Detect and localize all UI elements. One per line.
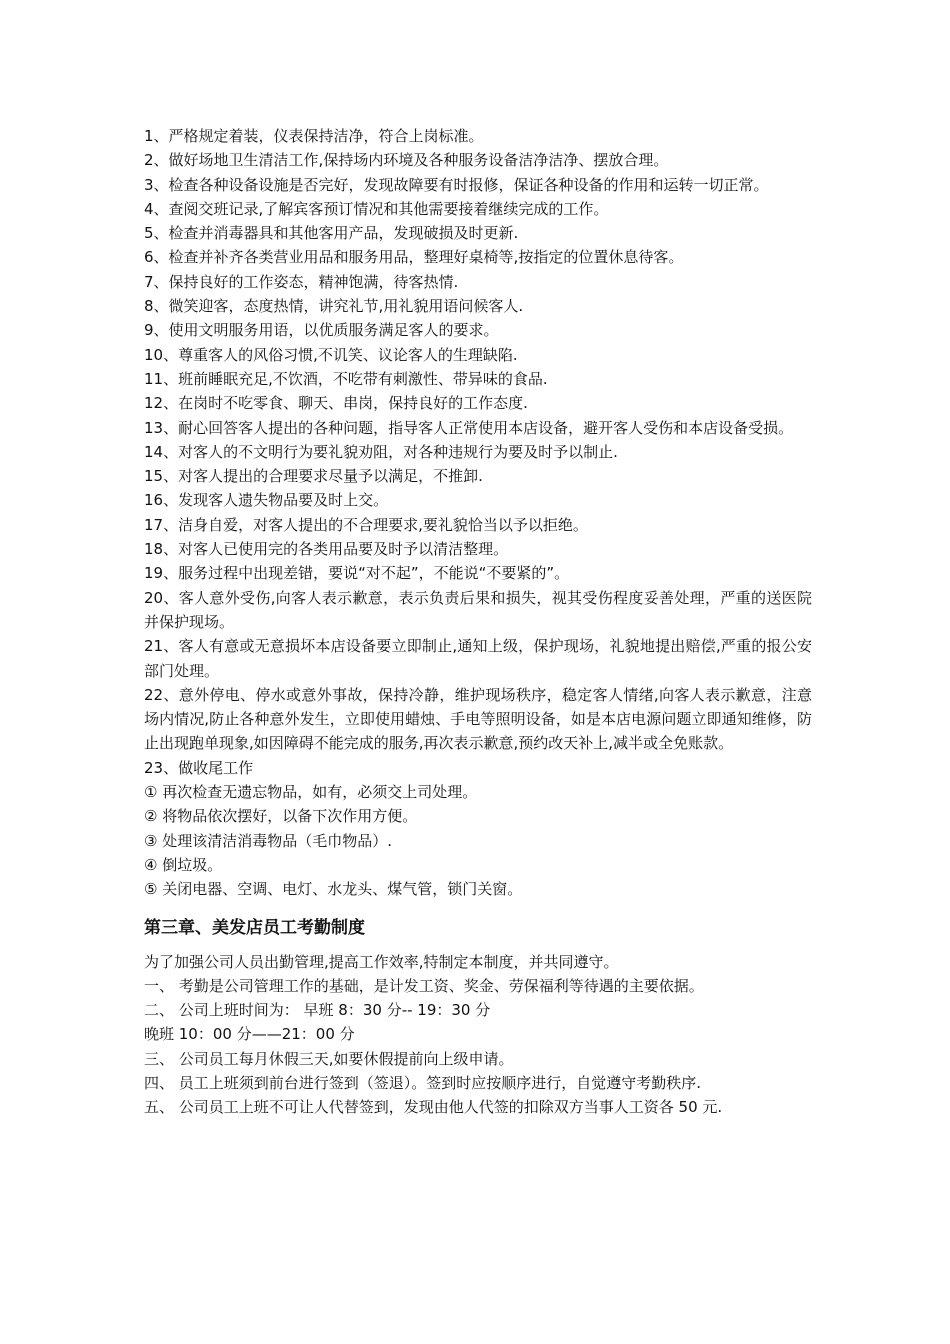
rule-18: 18、对客人已使用完的各类用品要及时予以清洁整理。 (144, 540, 509, 559)
chapter-heading: 第三章、美发店员工考勤制度 (144, 917, 365, 938)
rule-14: 14、对客人的不文明行为要礼貌劝阻，对各种违规行为要及时予以制止. (144, 442, 618, 461)
rule-21: 21、客人有意或无意损坏本店设备要立即制止,通知上级，保护现场，礼貌地提出赔偿,严重的报公安部门处理。 (144, 637, 812, 680)
rule-3: 3、检查各种设备设施是否完好，发现故障要有时报修，保证各种设备的作用和运转一切正常。 (144, 175, 769, 194)
rule-2: 2、做好场地卫生清洁工作,保持场内环境及各种服务设备洁净洁净、摆放合理。 (144, 151, 669, 170)
attendance-rule-5: 五、 公司员工上班不可让人代替签到，发现由他人代签的扣除双方当事人工资各 50 元. (144, 1098, 723, 1117)
closing-step-1: ① 再次检查无遗忘物品，如有，必须交上司处理。 (144, 783, 478, 802)
rule-13: 13、耐心回答客人提出的各种问题，指导客人正常使用本店设备，避开客人受伤和本店设备受损。 (144, 418, 794, 437)
closing-step-5: ⑤ 关闭电器、空调、电灯、水龙头、煤气管，锁门关窗。 (144, 880, 523, 899)
rule-12: 12、在岗时不吃零食、聊天、串岗，保持良好的工作态度. (144, 394, 528, 413)
attendance-rule-4: 四、 员工上班须到前台进行签到（签退）。签到时应按顺序进行，自觉遵守考勤秩序. (144, 1073, 702, 1092)
rule-5: 5、检查并消毒器具和其他客用产品，发现破损及时更新. (144, 224, 519, 243)
rule-4: 4、查阅交班记录,了解宾客预订情况和其他需要接着继续完成的工作。 (144, 199, 609, 218)
closing-step-4: ④ 倒垃圾。 (144, 855, 223, 874)
rule-6: 6、检查并补齐各类营业用品和服务用品，整理好桌椅等,按指定的位置休息待客。 (144, 248, 684, 267)
document-page (144, 124, 812, 1120)
rule-20: 20、客人意外受伤,向客人表示歉意，表示负责后果和损失，视其受伤程度妥善处理，严重的送医院并保护现场。 (144, 588, 812, 631)
rule-9: 9、使用文明服务用语，以优质服务满足客人的要求。 (144, 321, 499, 340)
closing-step-2: ② 将物品依次摆好，以备下次作用方便。 (144, 807, 418, 826)
rule-22: 22、意外停电、停水或意外事故，保持冷静，维护现场秩序，稳定客人情绪,向客人表示歉意，注意场内情况,防止各种意外发生，立即使用蜡烛、手电等照明设备，如是本店电源问题立即通知维修，防止出现跑单现象,如因障碍不能完成的服务,再次表示歉意,预约改天补上,减半或全免账款。 (144, 685, 812, 753)
rule-8: 8、微笑迎客，态度热情，讲究礼节,用礼貌用语问候客人. (144, 297, 524, 316)
rule-19: 19、服务过程中出现差错，要说“对不起”，不能说“不要紧的”。 (144, 564, 570, 583)
attendance-rule-3: 三、 公司员工每月休假三天,如要休假提前向上级申请。 (144, 1049, 514, 1068)
closing-step-3: ③ 处理该清洁消毒物品（毛巾物品）. (144, 831, 392, 850)
rule-1: 1、严格规定着装，仪表保持洁净，符合上岗标准。 (144, 127, 484, 145)
attendance-rule-1: 一、 考勤是公司管理工作的基础，是计发工资、奖金、劳保福利等待遇的主要依据。 (144, 976, 704, 995)
rule-16: 16、发现客人遗失物品要及时上交。 (144, 491, 389, 510)
rule-7: 7、保持良好的工作姿态，精神饱满，待客热情. (144, 272, 459, 291)
rule-17: 17、洁身自爱，对客人提出的不合理要求,要礼貌恰当以予以拒绝。 (144, 515, 588, 534)
chapter-intro: 为了加强公司人员出勤管理,提高工作效率,特制定本制度，并共同遵守。 (144, 952, 619, 971)
rule-23: 23、做收尾工作 (144, 758, 254, 777)
rule-11: 11、班前睡眠充足,不饮酒，不吃带有刺激性、带异味的食品. (144, 369, 548, 388)
rule-10: 10、尊重客人的风俗习惯,不讥笑、议论客人的生理缺陷. (144, 345, 518, 364)
rule-15: 15、对客人提出的合理要求尽量予以满足，不推卸. (144, 467, 483, 486)
attendance-rule-2-late-shift: 晚班 10：00 分——21：00 分 (144, 1025, 355, 1044)
attendance-rule-2: 二、 公司上班时间为： 早班 8：30 分-- 19：30 分 (144, 1001, 491, 1020)
